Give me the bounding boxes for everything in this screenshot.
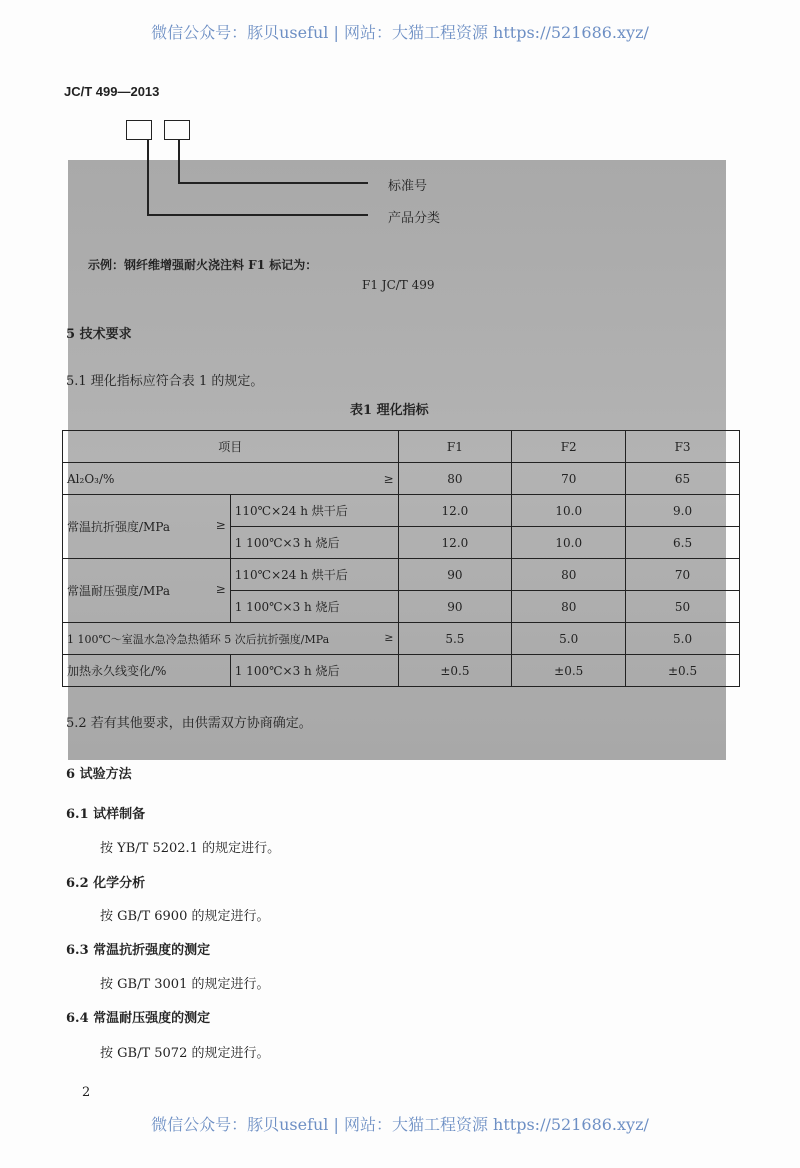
- watermark-bottom: 微信公众号：豚贝useful | 网站：大猫工程资源 https://521686.xyz/: [151, 1115, 649, 1134]
- clause-6-4-text: 按 GB/T 5072 的规定进行。: [100, 1046, 270, 1061]
- standard-header: JC/T 499—2013: [64, 84, 160, 99]
- table-cell: ±0.5: [398, 655, 512, 687]
- example-code: F1 JC/T 499: [362, 278, 435, 292]
- cell-text: Al₂O₃/%: [67, 471, 115, 486]
- clause-6-3-text: 按 GB/T 3001 的规定进行。: [100, 977, 270, 992]
- section-6-title: 6 试验方法: [66, 767, 132, 782]
- header-item: 项目: [63, 431, 399, 463]
- table-cell: 1 100℃×3 h 烧后: [230, 527, 398, 559]
- table-cell: ±0.5: [626, 655, 740, 687]
- clause-6-2: 6.2 化学分析: [66, 876, 146, 891]
- table-cell: 110℃×24 h 烘干后: [230, 495, 398, 527]
- cell-text: ≥: [215, 518, 226, 532]
- page-number: 2: [82, 1085, 91, 1100]
- label-standard: 标准号: [388, 179, 428, 194]
- table-cell: 70: [512, 463, 626, 495]
- clause-6-2-text: 按 GB/T 6900 的规定进行。: [100, 909, 270, 924]
- table-cell: 6.5: [626, 527, 740, 559]
- table-cell: 110℃×24 h 烘干后: [230, 559, 398, 591]
- table-cell: 1 100℃×3 h 烧后: [230, 591, 398, 623]
- table-cell: 9.0: [626, 495, 740, 527]
- table-cell: 10.0: [512, 495, 626, 527]
- class-box: [126, 120, 152, 140]
- clause-6-4: 6.4 常温耐压强度的测定: [66, 1011, 211, 1026]
- table-cell: 90: [398, 591, 512, 623]
- table-cell: [63, 559, 231, 623]
- clause-6-1: 6.1 试样制备: [66, 807, 146, 822]
- table-cell: 70: [626, 559, 740, 591]
- property-table: [62, 430, 740, 687]
- table-cell: 65: [626, 463, 740, 495]
- table-cell: [63, 463, 399, 495]
- table-cell: 50: [626, 591, 740, 623]
- standard-box: [164, 120, 190, 140]
- cell-text: 常温抗折强度/MPa: [67, 520, 171, 534]
- header-f2: F2: [512, 431, 626, 463]
- table-title: 表1 理化指标: [350, 403, 429, 418]
- cell-text: ≥: [215, 582, 226, 596]
- watermark-top: 微信公众号：豚贝useful | 网站：大猫工程资源 https://521686.xyz/: [151, 23, 649, 42]
- table-cell: 80: [512, 591, 626, 623]
- table-cell: 12.0: [398, 495, 512, 527]
- table-cell: 1 100℃×3 h 烧后: [230, 655, 398, 687]
- table-cell: 5.0: [626, 623, 740, 655]
- clause-5-1: 5.1 理化指标应符合表 1 的规定。: [66, 374, 264, 389]
- header-f1: F1: [398, 431, 512, 463]
- table-cell: [63, 495, 231, 559]
- cell-text: 1 100℃～室温水急冷急热循环 5 次后抗折强度/MPa: [67, 632, 330, 646]
- cell-text: ≥: [384, 630, 394, 644]
- table-cell: 80: [398, 463, 512, 495]
- header-f3: F3: [626, 431, 740, 463]
- table-cell: 10.0: [512, 527, 626, 559]
- table-cell: 90: [398, 559, 512, 591]
- table-cell: 5.5: [398, 623, 512, 655]
- section-5-title: 5 技术要求: [66, 327, 132, 342]
- cell-text: 常温耐压强度/MPa: [67, 584, 171, 598]
- cell-text: ≥: [383, 471, 394, 486]
- clause-6-3: 6.3 常温抗折强度的测定: [66, 943, 211, 958]
- table-cell: 12.0: [398, 527, 512, 559]
- clause-6-1-text: 按 YB/T 5202.1 的规定进行。: [100, 841, 281, 856]
- clause-5-2: 5.2 若有其他要求，由供需双方协商确定。: [66, 716, 312, 731]
- table-cell: 80: [512, 559, 626, 591]
- label-class: 产品分类: [388, 211, 441, 226]
- table-cell: [63, 623, 399, 655]
- table-cell: 5.0: [512, 623, 626, 655]
- table-cell: 加热永久线变化/%: [63, 655, 231, 687]
- example-text: 示例：钢纤维增强耐火浇注料 F1 标记为：: [88, 258, 318, 272]
- table-cell: ±0.5: [512, 655, 626, 687]
